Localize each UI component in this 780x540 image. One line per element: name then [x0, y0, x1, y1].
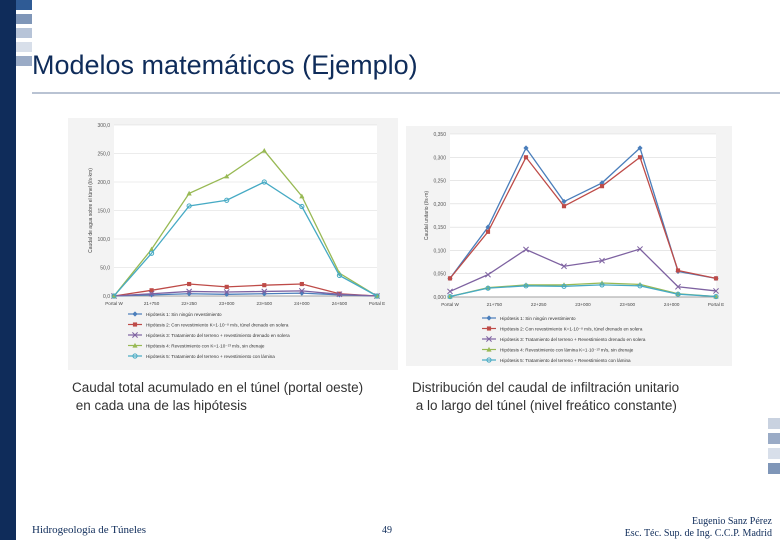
x-tick-label: 24+000: [294, 301, 310, 306]
data-point: [300, 282, 304, 286]
y-tick-label: 200,0: [97, 180, 110, 186]
y-tick-label: 0,0: [103, 294, 110, 300]
x-tick-label: 23+500: [256, 301, 273, 306]
page-number: 49: [382, 525, 392, 536]
title-divider: [32, 92, 780, 94]
legend-marker: [133, 322, 137, 326]
legend-entry: Hipótesis 1: Sin ningún revestimiento: [500, 315, 576, 321]
legend-entry: Hipótesis 3: Tratamiento del terreno + revestimiento drenado en solera: [146, 332, 290, 338]
legend-marker: [486, 315, 491, 320]
data-point: [225, 285, 229, 289]
legend-entry: Hipótesis 1: Sin ningún revestimiento: [146, 311, 222, 317]
left-decoration: [16, 0, 32, 100]
y-tick-label: 0,100: [433, 248, 446, 255]
y-tick-label: 250,0: [97, 151, 110, 158]
y-tick-label: 0,150: [433, 225, 446, 232]
y-axis-label: Caudal de agua sobre el túnel (l/s·km): [88, 168, 94, 253]
data-point: [562, 204, 566, 208]
x-tick-label: 22+250: [530, 302, 547, 307]
x-tick-label: 24+000: [663, 302, 680, 307]
legend-marker: [487, 326, 491, 330]
data-point: [600, 184, 604, 188]
data-point: [486, 230, 490, 234]
data-point: [187, 282, 191, 286]
legend-entry: Hipótesis 4: Revestimiento con lámina K=1·10⁻¹³ m/s, sin drenaje: [500, 347, 634, 353]
right-decoration-4: [768, 463, 780, 474]
footer-author: Eugenio Sanz Pérez: [692, 516, 772, 527]
x-tick-label: Portal W: [441, 302, 459, 307]
slide: [16, 0, 780, 540]
data-point: [524, 155, 528, 159]
legend-entry: Hipótesis 4: Revestimiento con K=1·10⁻¹³ m/s, sin drenaje: [146, 343, 265, 349]
legend-entry: Hipótesis 5: Tratamiento del terreno + Revestimiento con lámina: [500, 357, 631, 363]
y-tick-label: 0,200: [433, 201, 446, 208]
x-tick-label: 23+000: [218, 301, 235, 306]
chart-right-panel: [406, 126, 732, 366]
x-tick-label: 24+500: [331, 301, 348, 306]
x-tick-label: 21+750: [143, 301, 160, 306]
legend-entry: Hipótesis 2: Con revestimiento K=1·10⁻⁸ m/s, túnel drenado en solera: [500, 326, 643, 332]
x-tick-label: 23+500: [619, 302, 636, 307]
slide-title: Modelos matemáticos (Ejemplo): [32, 50, 418, 80]
legend-entry: Hipótesis 3: Tratamiento del terreno + Revestimiento drenado en solera: [500, 336, 646, 342]
y-tick-label: 150,0: [97, 208, 110, 215]
legend-marker: [132, 311, 137, 316]
y-axis-label: Caudal unitario (l/s·m): [424, 190, 430, 241]
legend-entry: Hipótesis 5: Tratamiento del terreno + revestimiento con lámina: [146, 353, 275, 359]
data-point: [714, 276, 718, 280]
y-tick-label: 0,000: [433, 295, 446, 301]
x-tick-label: Portal E: [368, 301, 386, 306]
y-tick-label: 0,350: [433, 132, 446, 138]
legend-entry: Hipótesis 2: Con revestimiento K=1·10⁻⁸ m/s, túnel drenado en solera: [146, 322, 289, 328]
data-point: [638, 155, 642, 159]
data-point: [448, 276, 452, 280]
data-point: [262, 283, 266, 287]
chart-unit-flow: [406, 126, 732, 366]
y-tick-label: 0,050: [433, 271, 446, 278]
caption-right: Distribución del caudal de infiltración unitario a lo largo del túnel (nivel freático constante): [412, 380, 680, 413]
x-tick-label: 21+750: [486, 302, 503, 307]
y-tick-label: 300,0: [97, 123, 110, 129]
x-tick-label: Portal W: [105, 301, 123, 306]
data-point: [676, 268, 680, 272]
y-tick-label: 100,0: [97, 237, 110, 243]
footer-institution: Esc. Téc. Sup. de Ing. C.C.P. Madrid: [624, 528, 772, 539]
right-decoration-1: [768, 418, 780, 429]
right-decoration-2: [768, 433, 780, 444]
caption-left: Caudal total acumulado en el túnel (portal oeste) en cada una de las hipótesis: [72, 380, 364, 413]
x-tick-label: 23+000: [575, 302, 591, 307]
y-tick-label: 0,300: [433, 155, 446, 162]
right-decoration-3: [768, 448, 780, 459]
chart-left-panel: [68, 118, 398, 370]
y-tick-label: 0,250: [433, 178, 446, 185]
chart-total-flow: [68, 118, 398, 370]
x-tick-label: 22+250: [181, 301, 197, 306]
x-tick-label: Portal E: [707, 302, 725, 307]
footer-course: Hidrogeología de Túneles: [32, 524, 147, 536]
y-tick-label: 50,0: [100, 265, 110, 272]
